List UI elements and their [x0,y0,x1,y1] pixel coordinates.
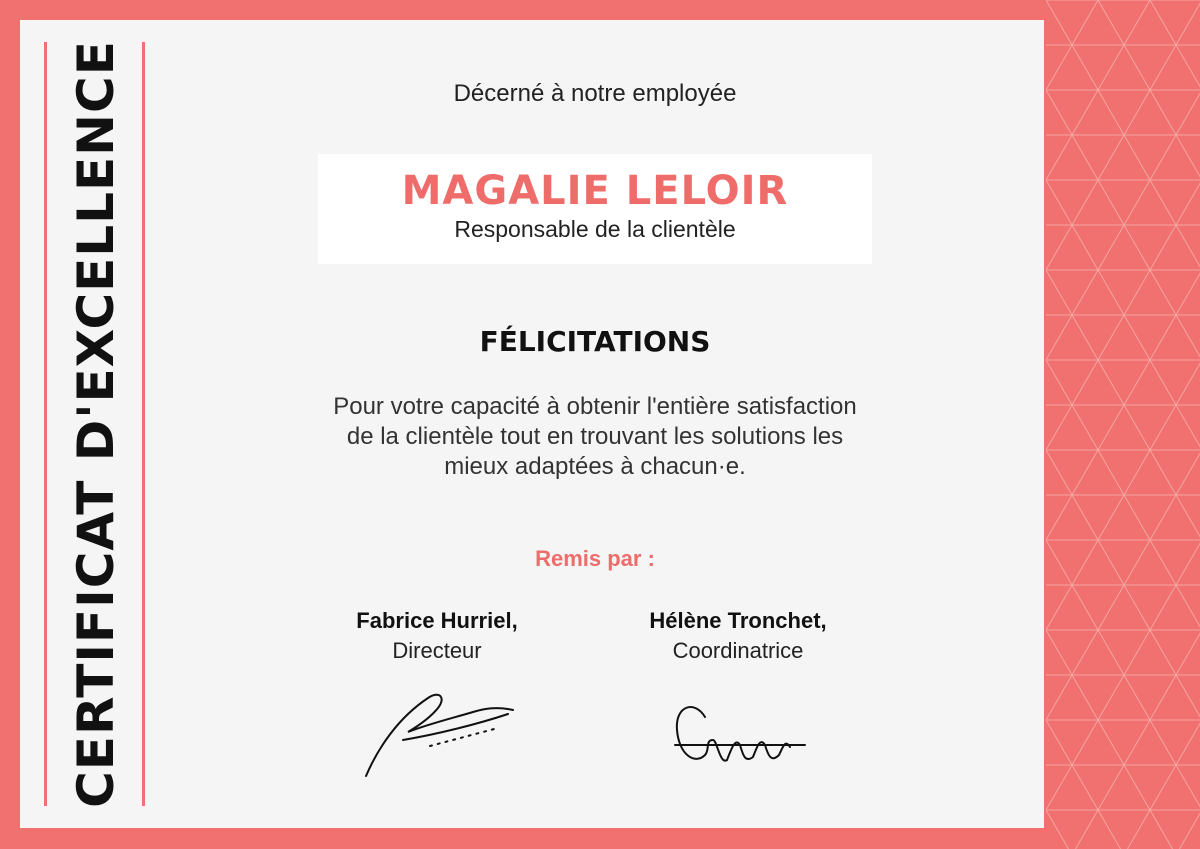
recipient-box [318,154,872,264]
signature-loops-icon [665,695,815,775]
triangle-pattern-decoration [1046,0,1200,849]
right-accent-line [142,42,145,806]
citation-line: mieux adaptées à chacun·e. [444,453,746,480]
recipient-role: Responsable de la clientèle [454,216,736,242]
given-by-label: Remis par : [535,546,655,571]
vertical-title-container [52,40,140,808]
signer-title: Coordinatrice [672,638,804,663]
signer-title: Directeur [392,638,482,663]
citation-line: de la clientèle tout en trouvant les solutions les [346,423,844,450]
citation-line: Pour votre capacité à obtenir l'entière satisfaction [333,393,857,420]
signer-block [578,606,898,666]
signature-scribble-icon [358,688,528,783]
signer-name: Hélène Tronchet, [649,608,827,633]
citation-text [300,392,890,482]
awarded-text: Décerné à notre employée [453,80,737,107]
recipient-name: MAGALIE LELOIR [401,168,789,214]
left-accent-line [44,42,47,806]
signer-name: Fabrice Hurriel, [356,608,518,633]
signer-block [277,606,597,666]
certificate-title: CERTIFICAT D'EXCELLENCE [67,40,126,808]
congrats-heading: FÉLICITATIONS [479,325,711,358]
